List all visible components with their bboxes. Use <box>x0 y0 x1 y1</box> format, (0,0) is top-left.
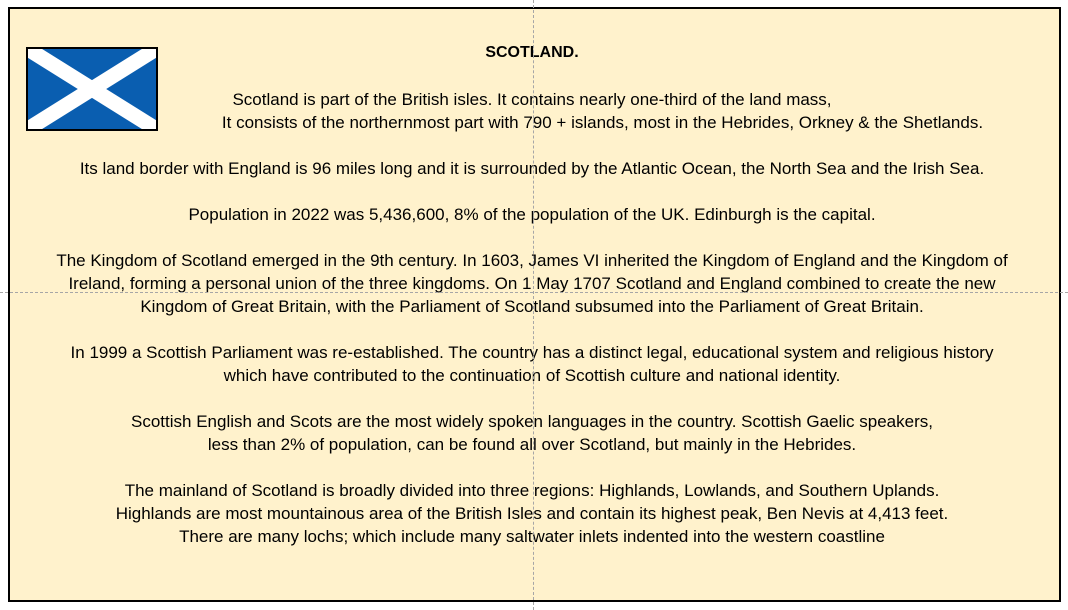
paragraph-border <box>10 157 1054 180</box>
paragraph-parliament <box>10 341 1054 387</box>
text-line: Kingdom of Great Britain, with the Parliament of Scotland subsumed into the Parliament of Great Britain. <box>140 297 924 316</box>
text-line: The mainland of Scotland is broadly divided into three regions: Highlands, Lowlands, and Southern Uplands. <box>124 481 940 500</box>
text-line: which have contributed to the continuation of Scottish culture and national identity. <box>223 366 841 385</box>
text-line: Its land border with England is 96 miles long and it is surrounded by the Atlantic Ocean, the North Sea and the Irish Sea. <box>79 159 985 178</box>
document-body <box>10 41 1054 571</box>
text-line: Scotland is part of the British isles. It contains nearly one-third of the land mass, <box>232 90 832 109</box>
text-line: There are many lochs; which include many saltwater inlets indented into the western coastline <box>179 527 885 546</box>
paragraph-population <box>10 203 1054 226</box>
document-title: SCOTLAND. <box>485 44 579 61</box>
text-line: less than 2% of population, can be found all over Scotland, but mainly in the Hebrides. <box>207 435 857 454</box>
text-line: Ireland, forming a personal union of the three kingdoms. On 1 May 1707 Scotland and England combined to create the new <box>68 274 996 293</box>
paragraph-regions <box>10 479 1054 548</box>
paragraph-geography <box>10 88 1054 134</box>
paragraph-history <box>10 249 1054 318</box>
text-line: The Kingdom of Scotland emerged in the 9th century. In 1603, James VI inherited the Kingdom of England and the Kingdom of <box>56 251 1008 270</box>
text-line: Population in 2022 was 5,436,600, 8% of the population of the UK. Edinburgh is the capital. <box>188 205 876 224</box>
text-line: In 1999 a Scottish Parliament was re-established. The country has a distinct legal, educational system and religious history <box>70 343 994 362</box>
text-line: It consists of the northernmost part with 790 + islands, most in the Hebrides, Orkney & the Shetlands. <box>221 113 984 132</box>
paragraph-languages <box>10 410 1054 456</box>
text-line: Highlands are most mountainous area of the British Isles and contain its highest peak, Ben Nevis at 4,413 feet. <box>115 504 949 523</box>
text-line: Scottish English and Scots are the most widely spoken languages in the country. Scottish Gaelic speakers, <box>131 412 933 431</box>
